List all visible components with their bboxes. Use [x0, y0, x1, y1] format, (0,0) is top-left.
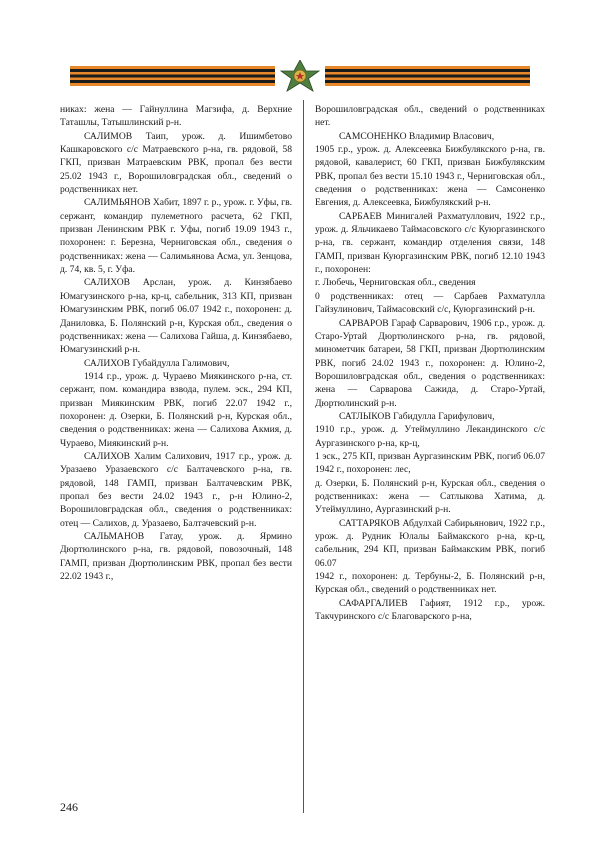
- entry-samsonenko-name: САМСОНЕНКО Владимир Власович,: [339, 130, 495, 142]
- entry-sattaryakov-cont: 1942 г., похоронен: д. Тербуны-2, Б. Полянский р-н, Курская обл., сведений о родственниках нет.: [315, 571, 545, 596]
- page-number: 246: [60, 800, 78, 814]
- left-column: [60, 103, 292, 583]
- entry-salikhov-arslan: САЛИХОВ Арслан, урож. д. Кинзябаево Юмагузинского р-на, кр-ц, сабельник, 313 КП, призван Юмагузинским РВК, погиб 06.07 1942 г., похоронен: д. Даниловка, Б. Полянский р-н, Курская обл., сведения о родственниках: жена — Салихова Гайша, д. Кинзябаево, Юмагузинский р-н.: [60, 277, 292, 356]
- entry-salikhov-gubaydulla-body: 1914 г.р., урож. д. Чураево Миякинского р-на, ст. сержант, пом. командира взвода, пулем. эск., 294 КП, призван Миякинским РВК, погиб 22.07 1942 г., похоронен: д. Озерки, Б. Полянский р-н, Курская обл., сведения о родственниках: жена — Салихова Акмия, д. Чураево, Миякинский р-н.: [60, 370, 292, 449]
- entry-satlykov-cont-1: 1910 г.р., урож. д. Утеймуллино Лекандинского с/с Аургазинского р-на, кр-ц,: [315, 424, 545, 449]
- entry-sarbaev-cont-1: г. Любечь, Черниговская обл., сведения: [315, 277, 476, 289]
- entry-salimov-taip: САЛИМОВ Таип, урож. д. Ишимбетово Кашкаровского с/с Матраевского р-на, гв. рядовой, 58 ГКП, призван Матраевским РВК, пропал без вести 25.02 1943 г., Ворошиловградская обл., сведений о родственниках нет.: [60, 130, 292, 196]
- entry-satlykov-name: САТЛЫКОВ Габидулла Гарифулович,: [339, 410, 495, 422]
- entry-salmanov-gatau: САЛЬМАНОВ Гатау, урож. д. Ярмино Дюртюлинского р-на, гв. рядовой, повозочный, 148 ГАМП, призван Дюртюлинским РВК, пропал без вести 22.02 1943 г.,: [60, 531, 292, 583]
- st-george-ribbon-right: [325, 66, 530, 86]
- entry-satlykov-cont-3: д. Озерки, Б. Полянский р-н, Курская обл., сведения о родственниках: жена — Сатлыкова Хатима, д. Утеймуллино, Аургазинский р-н.: [315, 477, 545, 516]
- entry-sattaryakov: САТТАРЯКОВ Абдулхай Сабирьянович, 1922 г.р., урож. д. Рудник Юлалы Баймакского р-на, кр-ц, сабельник, 294 КП, призван Баймакским РВК, погиб 06.07: [315, 517, 545, 569]
- entry-sarbaev: САРБАЕВ Минигалей Рахматуллович, 1922 г.р., урож. д. Яльчикаево Таймасовского с/с Куюргазинского р-на, гв. сержант, командир отделения связи, 148 ГАМП, призван Куюргазинским РВК, погиб 12.10 1943 г., похоронен:: [315, 210, 545, 276]
- entry-salimyanov-khabit: САЛИМЬЯНОВ Хабит, 1897 г. р., урож. г. Уфы, гв. сержант, командир пулеметного расчета, 62 ГКП, призван Ленинским РВК г. Уфы, погиб 19.09 1943 г., похоронен: г. Березна, Черниговская обл., сведения о родственниках: жена — Салимьянова Асма, ул. Зенцова, д. 74, кв. 5, г. Уфа.: [60, 197, 292, 276]
- order-star-icon: [281, 60, 319, 91]
- entry-continuation: Ворошиловградская обл., сведений о родственниках нет.: [315, 104, 545, 129]
- entry-samsonenko-body: 1905 г.р., урож. д. Алексеевка Бижбулякского р-на, гв. рядовой, кавалерист, 60 ГКП, призван Бижбулякским РВК, пропал без вести 15.10 1943 г., Черниговская обл., сведения о родственниках: жена — Самсоненко Евгения, д. Алексеевка, Бижбулякский р-н.: [315, 144, 545, 209]
- entry-safargaliev: САФАРГАЛИЕВ Гафият, 1912 г.р., урож. Такчуринского с/с Благоварского р-на,: [315, 597, 545, 623]
- st-george-ribbon-left: [70, 66, 275, 86]
- entry-continuation: никах: жена — Гайнуллина Магзифа, д. Верхние Таташлы, Татышлинский р-н.: [60, 104, 292, 129]
- entry-satlykov-cont-2: 1 эск., 275 КП, призван Аургазинским РВК, погиб 06.07 1942 г., похоронен: лес,: [315, 450, 545, 476]
- column-divider: [303, 100, 304, 813]
- entry-salikhov-khalim: САЛИХОВ Халим Салихович, 1917 г.р., урож. д. Уразаево Уразаевского с/с Балтачевского р-на, гв. рядовой, 148 ГАМП, призван Балтачевским РВК, пропал без вести 24.02 1943 г., р-н Юлино-2, Ворошиловградская обл., сведения о родственниках: отец — Салихов, д. Уразаево, Балтачевский р-н.: [60, 450, 292, 529]
- entry-salikhov-gubaydulla-name: САЛИХОВ Губайдулла Галимович,: [84, 357, 230, 369]
- entry-sarvarov: САРВАРОВ Гараф Сарварович, 1906 г.р., урож. д. Старо-Уртай Дюртюлинского р-на, гв. рядовой, минометчик батареи, 58 ГКП, призван Дюртюлинским РВК, погиб 24.02 1943 г., похоронен: д. Юлино-2, Ворошиловградская обл., сведения о родственниках: жена — Сарварова Сажида, д. Старо-Уртай, Дюртюлинский р-н.: [315, 317, 545, 409]
- entry-sarbaev-cont-2: 0 родственниках: отец — Сарбаев Рахматулла Гайзулинович, Таймасовский с/с, Куюргазинский р-н.: [315, 290, 545, 316]
- ribbon-banner: [70, 60, 530, 92]
- right-column: [315, 103, 545, 623]
